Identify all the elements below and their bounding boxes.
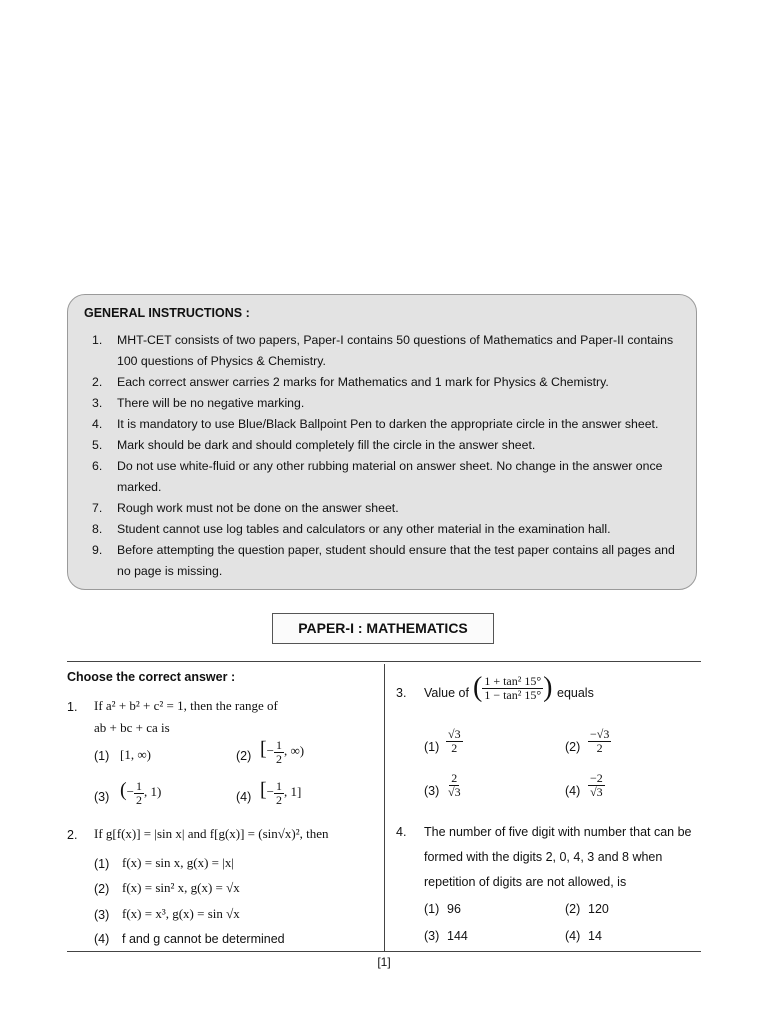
instruction-number: 3. [92,396,103,410]
q3-option1-den: 2 [451,740,458,755]
q1-option2-num: 1 [276,737,283,752]
q1-stem-line1: If a² + b² + c² = 1, then the range of [94,698,278,713]
instruction-text: MHT-CET consists of two papers, Paper-I contains 50 questions of Mathematics and Paper-II contains 100 questions of Physics & Chemistry. [117,333,674,368]
q1-stem-line2: ab + bc + ca is [94,720,170,735]
q3-option2-num: −√3 [590,727,610,741]
q4-option1: 96 [447,902,461,916]
q1-option1: [1, ∞) [120,747,151,762]
q4-option1-label: (1) [424,902,440,916]
instruction-text: It is mandatory to use Blue/Black Ballpoint Pen to darken the appropriate circle in the answer sheet. [117,417,659,431]
q4-option3: 144 [447,929,468,943]
q3-frac-num: 1 + tan² 15° [484,673,542,688]
q4-option4: 14 [588,929,602,943]
instructions-list [84,330,680,582]
instruction-number: 2. [92,375,103,389]
instruction-text: There will be no negative marking. [117,396,305,410]
q1-option2-rest: , ∞) [284,743,305,758]
q1-option1-label: (1) [94,749,110,763]
q2-stem: If g[f(x)] = |sin x| and f[g(x)] = (sin√x)², then [94,826,329,841]
instruction-text: Before attempting the question paper, student should ensure that the test paper contains all pages and no page is missing. [117,543,675,578]
q2-option2: f(x) = sin² x, g(x) = √x [122,880,240,895]
q4-stem-line1: The number of five digit with number that can be [424,825,692,839]
q3-option2-label: (2) [565,740,581,754]
q1-option4: [− $\frac{1}{2}$ , 1] [260,778,302,807]
instruction-number: 7. [92,501,103,515]
instruction-text: Rough work must not be done on the answer sheet. [117,501,399,515]
general-instructions-box [67,294,697,590]
q3-option1-label: (1) [424,740,440,754]
instructions-title: GENERAL INSTRUCTIONS : [84,306,250,320]
q3-option4-label: (4) [565,784,581,798]
section-bottom-rule [67,951,701,952]
column-divider [384,664,385,951]
instruction-text: Student cannot use log tables and calculators or any other material in the examination hall. [117,522,611,536]
instruction-item [84,456,680,498]
instruction-item [84,414,680,435]
q3-option4-num: −2 [590,771,603,785]
instruction-item [84,435,680,456]
instruction-number: 8. [92,522,103,536]
instruction-number: 4. [92,417,103,431]
q2-number: 2. [67,828,78,842]
q2-option3: f(x) = x³, g(x) = sin √x [122,906,240,921]
instruction-item [84,372,680,393]
q1-option3-rest: , 1) [144,784,162,799]
q1-option4-label: (4) [236,790,252,804]
q1-option3-den: 2 [136,792,143,807]
q4-option2: 120 [588,902,609,916]
q1-option2-label: (2) [236,749,252,763]
instruction-item [84,330,680,372]
instruction-item [84,540,680,582]
q3-option4 [588,772,605,798]
q3-option1-num: √3 [448,727,461,741]
q1-option3: (− $\frac{1}{2}$ , 1) [120,778,162,807]
q3-stem-prefix: Value of [424,686,469,700]
q4-number: 4. [396,825,407,839]
q3-option1 [446,728,463,754]
q1-option2: [− $\frac{1}{2}$ , ∞) [260,737,305,766]
q2-option4: f and g cannot be determined [122,932,285,946]
q1-option4-den: 2 [276,792,283,807]
q3-option2 [588,728,611,754]
q1-option3-label: (3) [94,790,110,804]
instruction-number: 1. [92,333,103,347]
instruction-number: 9. [92,543,103,557]
q3-option3-num: 2 [451,771,458,785]
page-number: [1] [377,955,391,969]
q3-frac-den: 1 − tan² 15° [484,687,542,702]
choose-heading: Choose the correct answer : [67,670,236,684]
q2-option4-label: (4) [94,932,110,946]
instruction-item [84,393,680,414]
instruction-text: Mark should be dark and should completely fill the circle in the answer sheet. [117,438,536,452]
q1-option4-num: 1 [276,778,283,793]
q3-stem-suffix: equals [557,686,594,700]
q2-option1: f(x) = sin x, g(x) = |x| [122,855,234,870]
q3-option2-den: 2 [596,740,603,755]
instruction-number: 5. [92,438,103,452]
instruction-item [84,498,680,519]
q1-option4-rest: , 1] [284,784,302,799]
q1-option2-den: 2 [276,751,283,766]
q1-number: 1. [67,700,78,714]
section-top-rule [67,661,701,662]
q4-option2-label: (2) [565,902,581,916]
q3-option3-den: √3 [448,784,461,799]
q2-option1-label: (1) [94,857,110,871]
q4-option4-label: (4) [565,929,581,943]
q3-option3 [446,772,463,798]
q2-option3-label: (3) [94,908,110,922]
q3-option4-den: √3 [590,784,603,799]
q1-option3-num: 1 [136,778,143,793]
q2-option2-label: (2) [94,882,110,896]
q4-option3-label: (3) [424,929,440,943]
instruction-text: Each correct answer carries 2 marks for Mathematics and 1 mark for Physics & Chemistry. [117,375,609,389]
q4-stem-line3: repetition of digits are not allowed, is [424,875,627,889]
q3-option3-label: (3) [424,784,440,798]
instruction-item [84,519,680,540]
paper-title: PAPER-I : MATHEMATICS [272,613,494,644]
instruction-number: 6. [92,459,103,473]
q4-stem-line2: formed with the digits 2, 0, 4, 3 and 8 when [424,850,663,864]
q3-expression: ( $\frac{\text{1 + tan² 15°}}{\text{1 − tan² 15°}}$ ) [473,672,553,703]
q3-number: 3. [396,686,407,700]
instruction-text: Do not use white-fluid or any other rubbing material on answer sheet. No change in the answer once marked. [117,459,663,494]
